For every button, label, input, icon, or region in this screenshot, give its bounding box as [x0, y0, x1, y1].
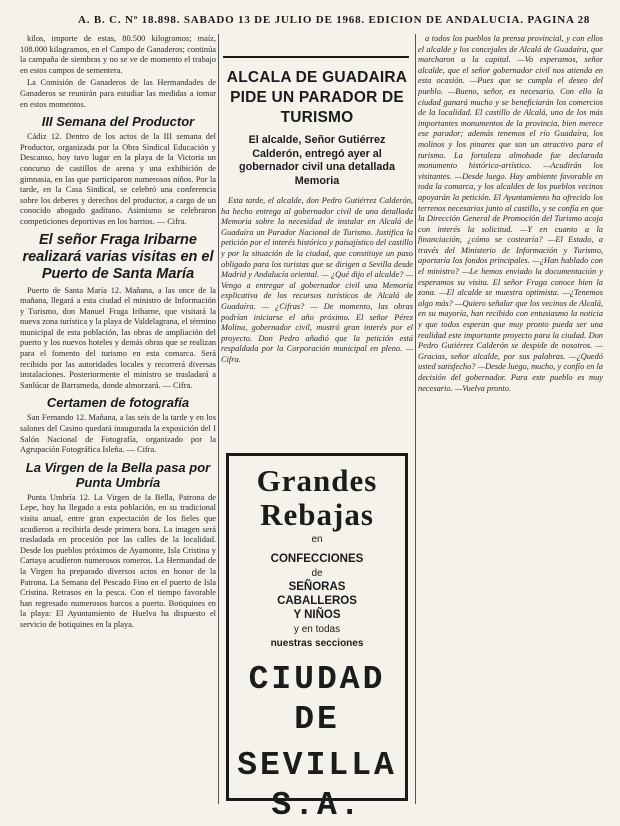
ad-category-ninos: Y NIÑOS: [293, 609, 341, 621]
article-body: Cádiz 12. Dentro de los actos de la III semana del Productor, organizada por la Obra Sindical Educación y Descanso, hoy tuvo lugar en la playa de la Victoria un concurso de castillos de arena y una exhibición de gimnasia, en las que participaron numerosos niños. Por la tarde, en la Casa Sindical, se celebró una conferencia sobre los deberes y derechos del productor, a cargo de un conocido abogado gaditano. Asimismo se celebraron competiciones deportivas en los barrios. — Cifra.: [20, 132, 216, 226]
headline-certamen-fotografia: Certamen de fotografía: [46, 395, 190, 411]
ad-text-en: en: [311, 534, 323, 545]
intro-paragraph: kilos, importe de estas, 80.500 kilogramos; maíz, 108.000 kilogramos, en el Campo de Ganaderos; continúa la campaña de siembras y no se ve de momento el trabajo en estos campos de sementera.: [20, 34, 216, 75]
article-body: Punta Umbría 12. La Virgen de la Bella, Patrona de Lepe, hoy ha llegado a esta población, en su tradicional visita anual, entre gran expectación de los fieles que acudieron a recibirla desde primera hora. La imagen será trasladada en procesión por las calles de la localidad. Desde los pueblos próximos de Ayamonte, Isla Cristina y Cartaya acudieron numerosos romeros. La Hermandad de la Virgen ha preparado diversos actos en honor de la Patrona. La Semana del Pescado Fino en el puerto de Isla Cristina. Retrasos en la pesca. Con el tiempo favorable han regresado numerosos barcos a puerto. Botiquines en la playa: El Ayuntamiento de Huelva ha dispuesto el servicio de botiquines en la playa.: [20, 492, 216, 629]
issue-number: Nº 18.898.: [124, 14, 181, 26]
main-subheadline: El alcalde, Señor Gutiérrez Calderón, entregó ayer al gobernador civil una detallada Memoria: [239, 134, 395, 187]
article-body: Puerto de Santa María 12. Mañana, a las once de la mañana, llegará a esta ciudad el ministro de Información y Turismo, don Manuel Fraga Iribarne, que visitará la nueva zona turística y la playa de Valdelagrana, el término municipal de esta población, las obras de ampliación del puerto y los nuevos hoteles y demás obras que se realizan para el fomento del turismo en esta comarca. Será recibido por las autoridades locales y recorrerá diversas instalaciones. Posteriormente el ministro se trasladará a Sanlúcar de Barrameda, donde almorzará. — Cifra.: [20, 285, 216, 390]
column-rule-1: [218, 34, 219, 804]
issue-date: SABADO 13 DE JULIO DE 1968.: [183, 14, 365, 26]
ad-store-name-line1: CIUDAD DE: [248, 661, 386, 738]
ad-category-senoras: SEÑORAS: [288, 581, 346, 593]
edition-name: EDICION DE ANDALUCIA.: [368, 14, 524, 26]
main-headline: ALCALA DE GUADAIRA PIDE UN PARADOR DE TURISMO: [226, 69, 408, 126]
ad-text-secciones: nuestras secciones: [270, 638, 364, 649]
headline-virgen-bella: La Virgen de la Bella pasa por Punta Umbría: [25, 459, 211, 490]
ad-headline-grandes: Grandes: [256, 463, 378, 498]
page-number: PAGINA 28: [527, 14, 591, 26]
title-rule: [223, 56, 409, 58]
headline-fraga-visitas: El señor Fraga Iribarne realizará varias visitas en el Puerto de Santa María: [22, 231, 214, 282]
main-article-body: Esta tarde, el alcalde, don Pedro Gutiérrez Calderón, ha hecho entrega al gobernador civil de una detallada Memoria sobre la necesidad de instalar en Alcalá de Guadaíra un Parador Nacional de Turismo. Justifica la petición por el interés histórico y paisajístico del castillo y por la situación de la ciudad, que constituye un paso obligado para los turistas que se dirigen a Sevilla desde Madrid y Andalucía oriental. — ¿Qué dijo el alcalde? — Vengo a entregar al gobernador civil una Memoria explicativa de los recursos turísticos de Alcalá de Guadaíra. — ¿Cifras? — De momento, las obras podrían iniciarse el año próximo. El señor Pérez Molina, gobernador civil, mostró gran interés por el proyecto. Don Pedro añadió que la petición está respaldada por la Corporación municipal en pleno. — Cifra.: [221, 196, 413, 364]
page-header: [78, 14, 598, 30]
ad-category-confecciones: CONFECCIONES: [270, 553, 364, 565]
intro-paragraph: La Comisión de Ganaderos de las Hermandades de Ganaderos se reunirán para estudiar las medidas a tomar en estos momentos.: [20, 78, 216, 109]
ad-text-de: de: [311, 568, 323, 579]
headline-semana-productor: III Semana del Productor: [41, 114, 195, 130]
advertisement-box: [226, 453, 408, 824]
continued-article-body: a todos los pueblos la prensa provincial, y con ellos el alcalde y los concejales de Alcalá de Guadaíra, que marcharon a la capital. —Vo esperamos, señor alcalde, que el señor gobernador civil nos atienda en esta ocasión. —Pues que se cumpla el deseo del pueblo. —Bueno, señor, es necesario. Con ello la ciudad ganará mucho y se beneficiarán los comercios de la localidad. El castillo de Alcalá, uno de los más importantes monumentos de la provincia, bien merece ese parador; además tenemos el río Guadaíra, los molinos y los pinares que son un atractivo para el turismo. La fortaleza almohade fue declarada monumento histórico-artístico. —Acudirán los visitantes. —Desde luego. Hay ambiente favorable en toda la comarca, y los alcaldes de los pueblos vecinos apoyarán la petición. El Ayuntamiento ha ofrecido los terrenos necesarios junto al castillo, y se confía en que la Dirección General de Promoción del Turismo acoja con interés la solicitud. —Y en cuanto a la financiación, ¿cómo se costearía? —El Estado, a través del Ministerio de Información y Turismo, aportaría los fondos principales. —¿Han hablado con el ministro? —Le hemos enviado la documentación y esperamos su visita. El señor Fraga conoce bien la zona. —El alcalde se muestra optimista. —¿Tenemos algo más? —Quiero señalar que los vecinos de Alcalá, en su mayoría, han recibido con entusiasmo la noticia y que todos esperan que muy pronto pueda ser una realidad este importante proyecto para la ciudad. Don Pedro Gutiérrez Calderón se despide de nosotros. —Gracias, señor alcalde, por sus palabras. —¿Quedó usted satisfecho? —Desde luego, mucho, y confío en la decisión del gobernador. Para este pueblo es muy necesario. —Vuelva pronto.: [418, 34, 603, 393]
ad-category-caballeros: CABALLEROS: [277, 595, 357, 607]
column-rule-2: [415, 34, 416, 804]
ad-store-name-line2: SEVILLA S.A.: [237, 747, 397, 824]
column-left: [20, 34, 216, 810]
ad-headline-rebajas: Rebajas: [260, 497, 374, 532]
ad-text-y-en-todas: y en todas: [293, 624, 341, 635]
column-right: [418, 34, 603, 810]
publication-name: A. B. C.: [78, 14, 122, 26]
article-body: San Fernando 12. Mañana, a las seis de la tarde y en los salones del Casino quedará inaugurada la exposición del I Salón Nacional de Fotografía, organizado por la Agrupación Fotográfica Isleña. — Cifra.: [20, 413, 216, 455]
